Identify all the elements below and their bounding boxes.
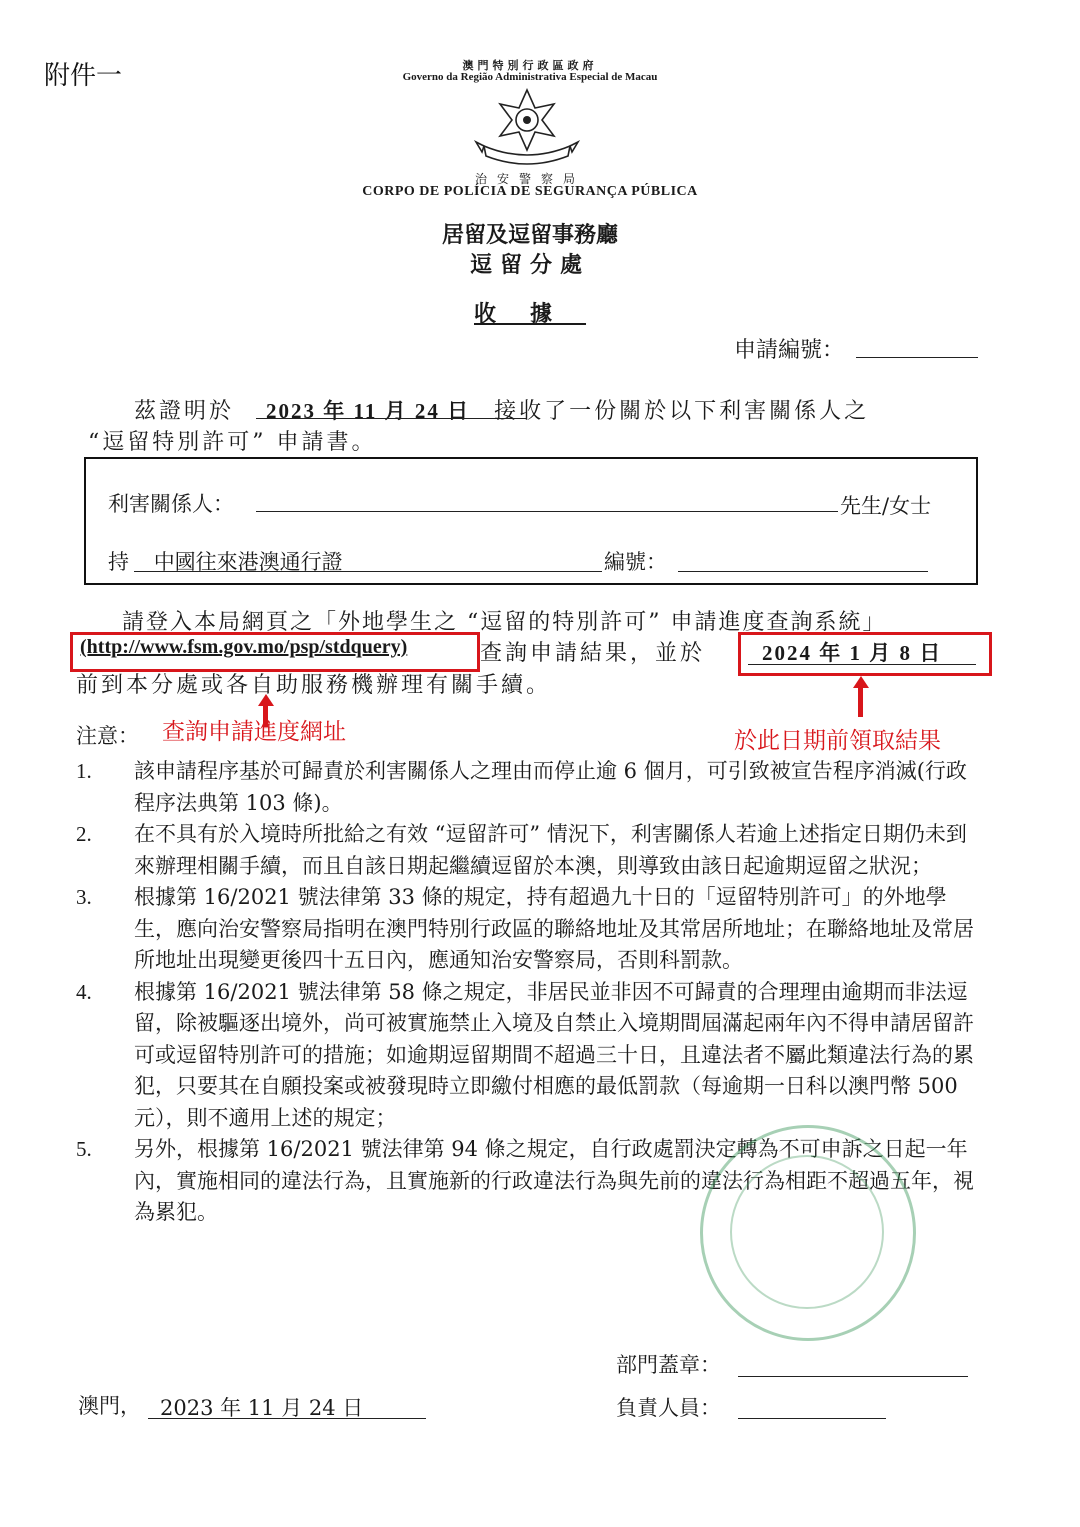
party-name-line [256, 511, 838, 512]
query-result-text: 查詢申請結果，並於 [480, 641, 706, 666]
note-text: 根據第 16/2021 號法律第 58 條之規定，非居民並非因不可歸責的合理理由逾期而非法逗留，除被驅逐出境外，尚可被實施禁止入境及自禁止入境期間屆滿起兩年內不得申請居留許可或逗留特別許可的措施；如逾期逗留期間不超過三十日，且違法者不屬此類違法行為的累犯，只要其在自願投案或被發現時立即繳付相應的最低罰款（每逾期一日科以澳門幣 500 元），則不適用上述的規定； [134, 979, 974, 1130]
receipt-suffix: 接收了一份關於以下利害關係人之 [494, 399, 870, 424]
received-date: 2023 年 11 月 24 日 [266, 399, 471, 423]
received-date-underline [256, 418, 526, 419]
police-emblem-icon [472, 86, 582, 166]
document-title: 收據 [474, 301, 587, 327]
department-name-portuguese: CORPO DE POLÍCIA DE SEGURANÇA PÚBLICA [362, 184, 698, 199]
document-type-line [134, 571, 602, 572]
note-text: 另外，根據第 16/2021 號法律第 94 條之規定，自行政處罰決定轉為不可申訴之日起一年內，實施相同的違法行為，且實施新的行政違法行為與先前的違法行為相距不超過五年，視為累犯。 [134, 1137, 974, 1224]
receipt-statement-line2: “逗留特別許可” 申請書。 [88, 430, 377, 455]
document-number-label: 編號： [604, 550, 667, 574]
officer-signature-line [738, 1418, 886, 1419]
department-stamp-line [738, 1376, 968, 1377]
officer-label: 負責人員： [616, 1396, 721, 1420]
division-name: 逗留分處 [469, 252, 590, 278]
issue-date: 2023 年 11 月 24 日 [160, 1396, 364, 1420]
note-item [76, 977, 986, 1135]
document-type: 中國往來港澳通行證 [153, 550, 343, 574]
note-number: 3. [76, 885, 92, 909]
receipt-statement [134, 394, 869, 425]
hold-label: 持 [108, 550, 129, 574]
party-label: 利害關係人： [108, 492, 234, 516]
deadline-underline [748, 664, 976, 665]
note-text: 該申請程序基於可歸責於利害關係人之理由而停止逾 6 個月，可引致被宣告程序消滅(行政程序法典第 103 條)。 [134, 759, 967, 815]
note-text: 根據第 16/2021 號法律第 33 條的規定，持有超過九十日的「逗留特別許可」的外地學生，應向治安警察局指明在澳門特別行政區的聯絡地址及其常居所地址；在聯絡地址及常居所地址出現變更後四十五日內，應通知治安警察局，否則科罰款。 [134, 885, 974, 972]
notes-label: 注意： [76, 724, 139, 748]
note-number: 1. [76, 759, 92, 783]
attachment-label: 附件一 [44, 61, 123, 91]
government-name-chinese: 澳門特別行政區政府 [462, 59, 598, 72]
url-annotation: 查詢申請進度網址 [162, 719, 346, 745]
application-number-label: 申請編號： [734, 338, 845, 363]
official-seal-inner-ring [730, 1155, 884, 1309]
note-item [76, 756, 986, 819]
party-suffix: 先生/女士 [840, 494, 932, 518]
receipt-prefix: 茲證明於 [134, 399, 235, 424]
place-label: 澳門， [78, 1394, 141, 1418]
note-number: 5. [76, 1137, 92, 1161]
date-arrow-stem [858, 687, 863, 717]
date-annotation: 於此日期前領取結果 [734, 728, 941, 754]
note-text: 在不具有於入境時所批給之有效 “逗留許可” 情況下，利害關係人若逾上述指定日期仍未到來辦理相關手續，而且自該日期起繼續逗留於本澳，則導致由該日起逾期逗留之狀況； [134, 822, 967, 878]
party-row [108, 488, 234, 518]
note-number: 4. [76, 979, 92, 1004]
query-instruction-line3: 前到本分處或各自助服務機辦理有關手續。 [76, 673, 552, 698]
application-number-line [856, 357, 978, 358]
issue-date-line [148, 1418, 426, 1419]
deadline-date: 2024 年 1 月 8 日 [762, 641, 943, 665]
department-name-chinese: 治安警察局 [474, 172, 585, 186]
query-instruction: 請登入本局網頁之「外地學生之 “逗留的特別許可” 申請進度查詢系統」 [122, 610, 887, 635]
document-number-line [678, 571, 928, 572]
note-item [76, 882, 986, 977]
government-name-portuguese: Governo da Região Administrativa Especial de Macau [402, 71, 658, 83]
department-stamp-label: 部門蓋章： [616, 1353, 721, 1377]
note-item [76, 819, 986, 882]
query-url-link[interactable]: (http://www.fsm.gov.mo/psp/stdquery) [80, 636, 408, 658]
note-number: 2. [76, 822, 92, 846]
office-name: 居留及逗留事務廳 [441, 222, 618, 248]
